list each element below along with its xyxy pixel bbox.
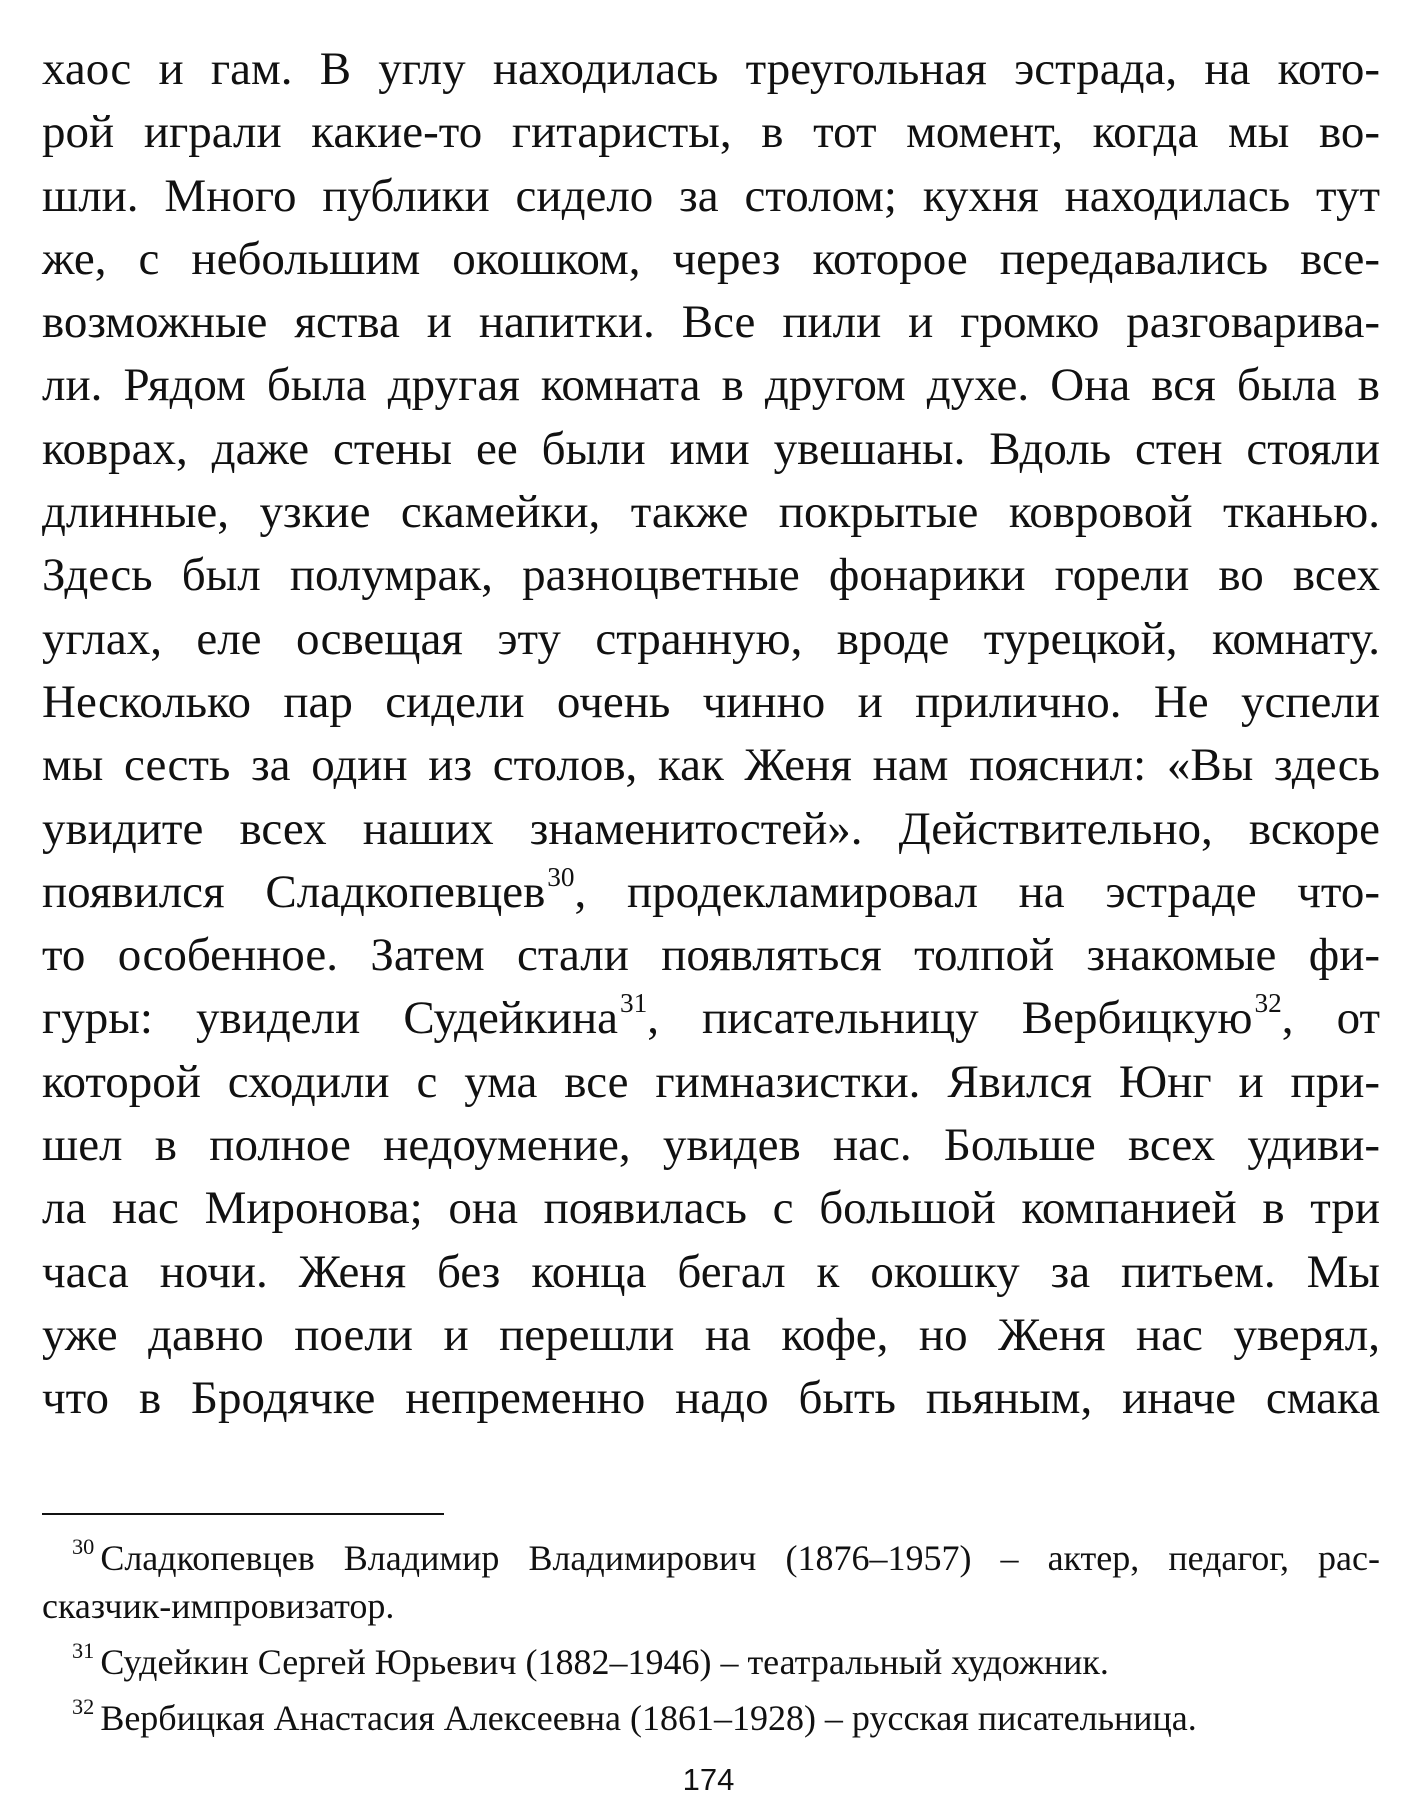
text-line: Здесь был полумрак, разноцветные фонарики горели во всех [42,549,1380,602]
text-line: углах, еле освещая эту странную, вроде турецкой, комнату. [42,612,1380,665]
footnote-line [42,1694,1380,1742]
text-segment: , писательницу Вербицкую [647,992,1253,1045]
footnote-line [42,1534,1380,1582]
footnote-31 [42,1638,1380,1686]
footnote-30 [42,1534,1380,1630]
footnote-number: 31 [72,1637,95,1663]
text-line [42,987,1380,1050]
page-number: 174 [682,1762,735,1797]
footnote-divider [42,1513,444,1515]
text-line: коврах, даже стены ее были ими увешаны. Вдоль стен стояли [42,422,1380,475]
text-line: что в Бродячке непременно надо быть пьяным, иначе смака [42,1372,1380,1425]
text-line: которой сходили с ума все гимназистки. Явился Юнг и при- [42,1055,1380,1108]
text-segment: , продекламировал на эстраде что- [574,865,1381,918]
text-line: увидите всех наших знаменитостей». Действительно, вскоре [42,802,1380,855]
footnote-number: 30 [72,1533,95,1559]
text-line: ли. Рядом была другая комната в другом духе. Она вся была в [42,359,1380,412]
footnote-text: Сладкопевцев Владимир Владимирович (1876–1957) – актер, педагог, рас- [100,1538,1380,1578]
text-line: же, с небольшим окошком, через которое передавались все- [42,232,1380,285]
text-line: Несколько пар сидели очень чинно и прилично. Не успели [42,675,1380,728]
footnote-line [42,1638,1380,1686]
footnotes [42,1534,1380,1750]
footnote-number: 32 [72,1693,95,1719]
text-line: мы сесть за один из столов, как Женя нам пояснил: «Вы здесь [42,739,1380,792]
text-line: уже давно поели и перешли на кофе, но Женя нас уверял, [42,1308,1380,1361]
footnote-ref-30[interactable]: 30 [547,861,575,892]
text-line: рой играли какие-то гитаристы, в тот момент, когда мы во- [42,106,1380,159]
text-line: ла нас Миронова; она появилась с большой компанией в три [42,1182,1380,1235]
text-line: возможные яства и напитки. Все пили и громко разговарива- [42,296,1380,349]
text-segment: , от [1281,992,1380,1045]
footnote-ref-31[interactable]: 31 [619,988,648,1019]
text-line: то особенное. Затем стали появляться толпой знакомые фи- [42,929,1380,982]
text-line: шли. Много публики сидело за столом; кухня находилась тут [42,169,1380,222]
text-line: часа ночи. Женя без конца бегал к окошку за питьем. Мы [42,1245,1380,1298]
text-segment: гуры: увидели Судейкина [42,992,618,1045]
text-line: шел в полное недоумение, увидев нас. Больше всех удиви- [42,1119,1380,1172]
footnote-ref-32[interactable]: 32 [1254,988,1282,1019]
footnote-text: Вербицкая Анастасия Алексеевна (1861–1928) – русская писательница. [100,1698,1197,1738]
text-line [42,861,1380,924]
main-text [42,38,1380,1431]
footnote-line: сказчик-импровизатор. [42,1586,395,1626]
text-segment: появился Сладкопевцев [42,865,546,918]
text-line: длинные, узкие скамейки, также покрытые ковровой тканью. [42,486,1380,539]
text-line: хаос и гам. В углу находилась треугольная эстрада, на кото- [42,43,1380,95]
footnote-32 [42,1694,1380,1742]
footnote-text: Судейкин Сергей Юрьевич (1882–1946) – театральный художник. [100,1642,1109,1682]
